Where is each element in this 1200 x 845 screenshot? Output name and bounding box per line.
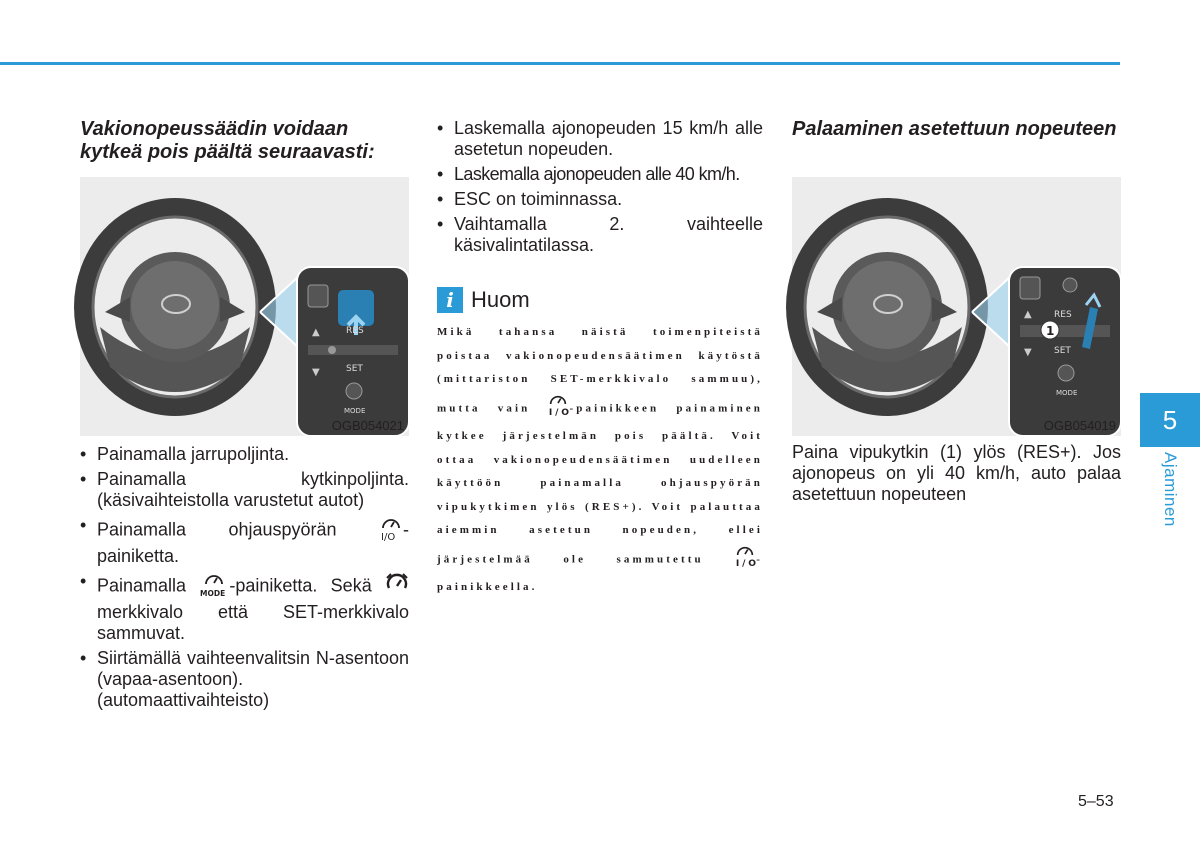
cruise-on-off-icon [547, 392, 573, 426]
cruise-mode-icon [199, 571, 229, 602]
note-text: -painikkeella. [437, 552, 763, 593]
cruise-on-off-icon [379, 515, 403, 546]
header-rule [0, 62, 1120, 65]
list-item: • ESC on toiminnassa. [437, 189, 763, 210]
svg-text:SET: SET [346, 364, 363, 374]
list-item-text: Painamalla [97, 575, 200, 596]
svg-text:I/O: I/O [549, 406, 573, 418]
chapter-number-tab: 5 [1140, 393, 1200, 447]
figure-caption: OGB054021 [331, 418, 404, 433]
disable-conditions-list [80, 444, 409, 715]
list-item-text: -painiketta. Sekä [229, 575, 385, 596]
steering-wheel-figure-right [792, 177, 1121, 436]
info-icon: i [437, 287, 463, 313]
svg-text:SET: SET [1054, 346, 1071, 356]
note-title: Huom [471, 287, 530, 312]
cruise-on-off-icon [734, 543, 760, 577]
svg-text:I/O: I/O [736, 557, 760, 569]
callout-number: 1 [1046, 324, 1055, 338]
list-item: • Laskemalla ajonopeuden 15 km/h alle asetetun nopeuden. [437, 118, 763, 160]
svg-text:▲: ▲ [1024, 309, 1032, 320]
list-item [80, 515, 409, 567]
svg-text:▼: ▼ [1024, 347, 1032, 358]
section-heading-disable: Vakionopeussäädin voidaan kytkeä pois päältä seuraavasti: [80, 118, 375, 163]
note-body [437, 321, 763, 600]
list-item: • Siirtämällä vaihteenvalitsin N-asentoon (vapaa-asentoon). (automaattivaihteisto) [80, 648, 409, 711]
list-item: • Vaihtamalla 2. vaihteelle käsivalintatilassa. [437, 214, 763, 256]
svg-text:RES: RES [346, 326, 364, 336]
note-text: Mikä tahansa näistä toimenpiteistä poistaa vakionopeudensäätimen käytöstä (mittariston SET-merkkivalo sammuu), mutta vain [437, 326, 763, 414]
list-item: • Laskemalla ajonopeuden alle 40 km/h. [437, 164, 763, 185]
list-item-text: Painamalla ohjauspyörän [97, 519, 379, 540]
disable-conditions-list-continued [437, 118, 763, 260]
note-header [437, 287, 763, 313]
list-item: • Painamalla kytkinpoljinta. (käsivaihteistolla varustetut autot) [80, 469, 409, 511]
svg-text:MODE: MODE [200, 589, 226, 598]
list-item [80, 571, 409, 644]
list-item-text: merkkivalo että SET-merkkivalo sammuvat. [97, 602, 409, 643]
svg-text:RES: RES [1054, 310, 1072, 320]
svg-text:I/O: I/O [381, 532, 396, 543]
chapter-title: Ajaminen [1161, 452, 1180, 527]
svg-text:▲: ▲ [312, 327, 320, 338]
svg-text:▼: ▼ [312, 367, 320, 378]
svg-text:MODE: MODE [344, 407, 366, 415]
note-text: -painikkeen painaminen kytkee järjestelmän pois päältä. Voit ottaa vakionopeudensäätimen uudelleen käyttöön painamalla ohjauspyörän vipukytkimen ylös (RES+). Voit palauttaa aiemmin asetetun nopeuden, ellei järjestelmää ole sammutettu [437, 401, 763, 565]
note-box [437, 287, 763, 600]
svg-text:MODE: MODE [1056, 389, 1078, 397]
section-heading-resume: Palaaminen asetettuun nopeuteen [792, 118, 1117, 140]
resume-paragraph: Paina vipukytkin (1) ylös (RES+). Jos ajonopeus on yli 40 km/h, auto palaa asetettuun nopeuteen [792, 442, 1121, 504]
cruise-indicator-icon [385, 572, 409, 601]
steering-wheel-figure-left [80, 177, 409, 436]
list-item-text: -painiketta. [97, 519, 409, 566]
figure-caption: OGB054019 [1043, 418, 1116, 433]
page-number: 5–53 [1078, 793, 1114, 810]
list-item: • Painamalla jarrupoljinta. [80, 444, 409, 465]
